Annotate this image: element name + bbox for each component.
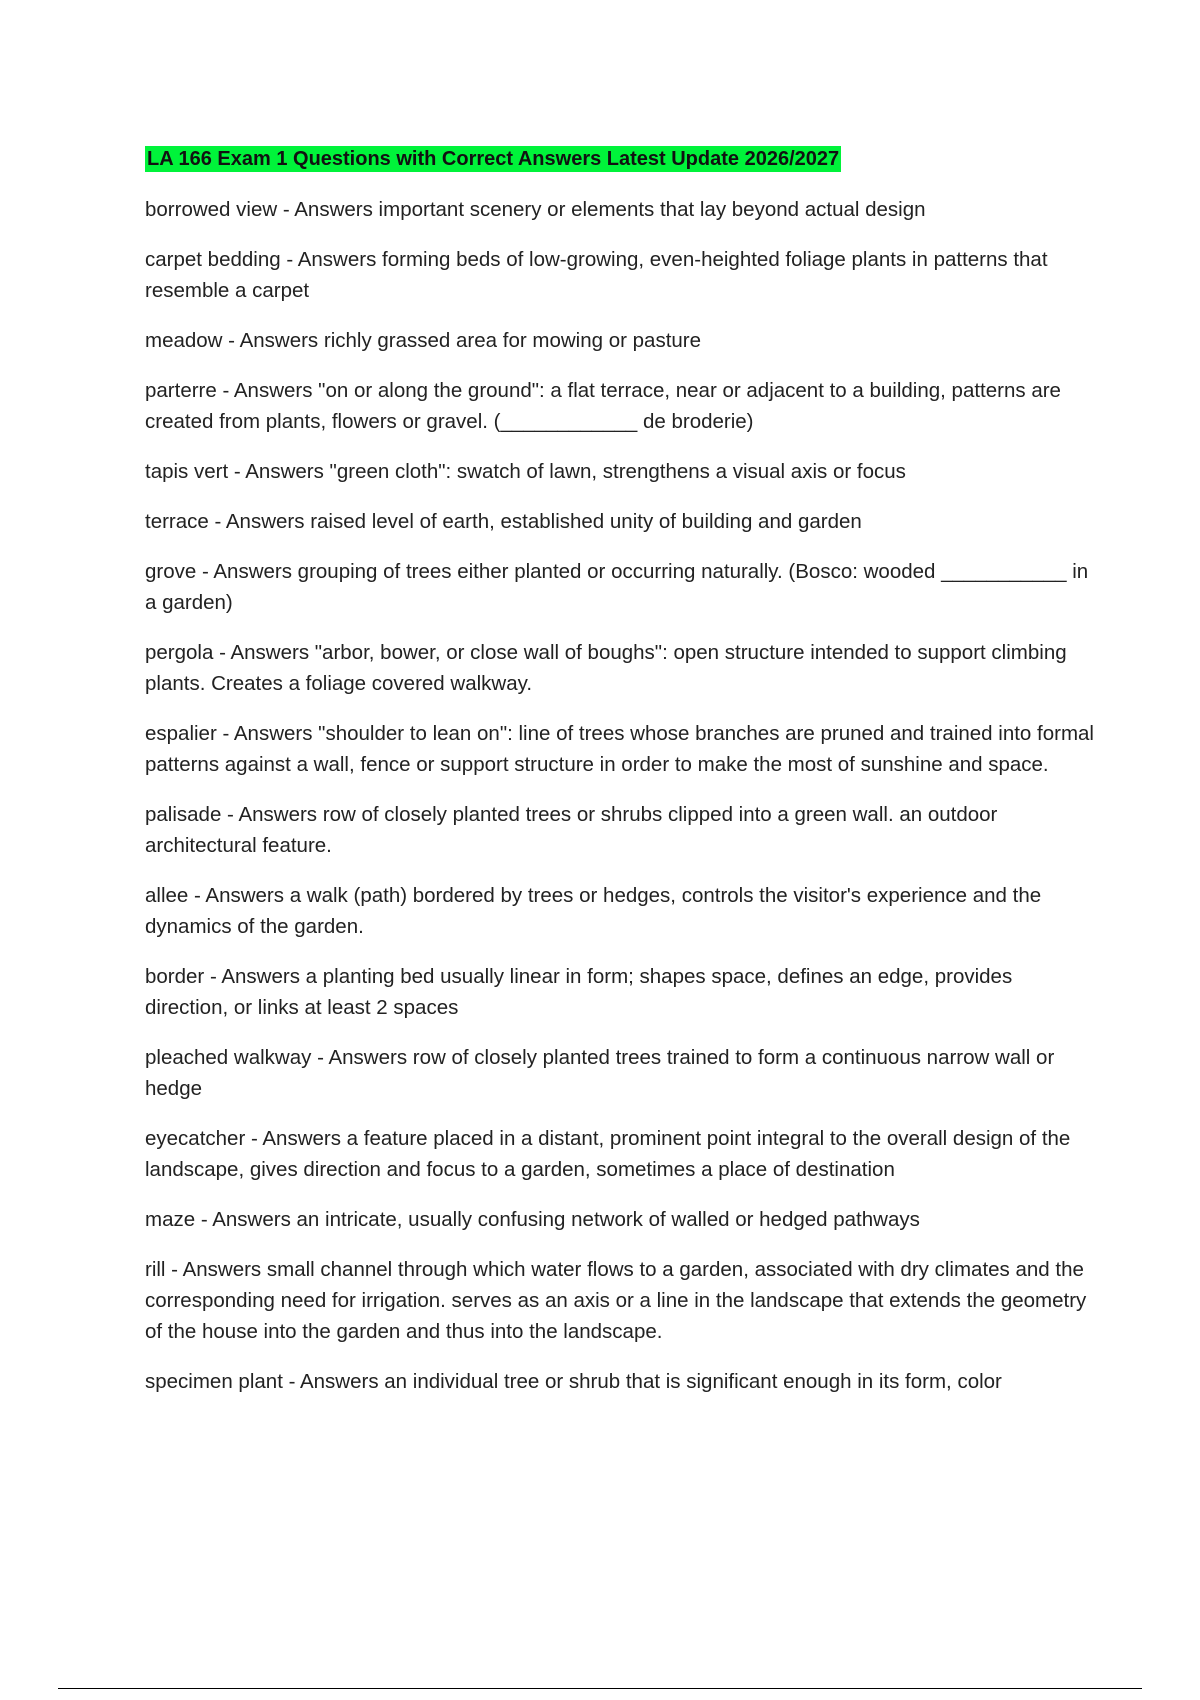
glossary-entry: carpet bedding - Answers forming beds of low-growing, even-heighted foliage plants in patterns that resemble a carpet — [145, 248, 1048, 302]
glossary-entry: parterre - Answers "on or along the ground": a flat terrace, near or adjacent to a building, patterns are created from plants, flowers or gravel. (____________ de broderie) — [145, 379, 1061, 433]
glossary-entry: grove - Answers grouping of trees either planted or occurring naturally. (Bosco: wooded ___________ in a garden) — [145, 560, 1089, 614]
glossary-entry: pleached walkway - Answers row of closely planted trees trained to form a continuous narrow wall or hedge — [145, 1046, 1055, 1100]
glossary-entry: palisade - Answers row of closely planted trees or shrubs clipped into a green wall. an outdoor architectural feature. — [145, 803, 998, 857]
glossary-entry: pergola - Answers "arbor, bower, or close wall of boughs": open structure intended to support climbing plants. Creates a foliage covered walkway. — [145, 641, 1067, 695]
glossary-entry: tapis vert - Answers "green cloth": swatch of lawn, strengthens a visual axis or focus — [145, 460, 906, 483]
glossary-entry: border - Answers a planting bed usually linear in form; shapes space, defines an edge, provides direction, or links at least 2 spaces — [145, 965, 1013, 1019]
glossary-entry: espalier - Answers "shoulder to lean on": line of trees whose branches are pruned and trained into formal patterns against a wall, fence or support structure in order to make the most of sunshine and space. — [145, 722, 1094, 776]
glossary-entry: eyecatcher - Answers a feature placed in a distant, prominent point integral to the overall design of the landscape, gives direction and focus to a garden, sometimes a place of destination — [145, 1127, 1071, 1181]
glossary-entry: borrowed view - Answers important scenery or elements that lay beyond actual design — [145, 198, 926, 221]
page-bottom-divider — [58, 1688, 1142, 1689]
glossary-entry: maze - Answers an intricate, usually confusing network of walled or hedged pathways — [145, 1208, 920, 1231]
glossary-entry: terrace - Answers raised level of earth, established unity of building and garden — [145, 510, 862, 533]
glossary-entry: meadow - Answers richly grassed area for mowing or pasture — [145, 329, 702, 352]
glossary-entry: specimen plant - Answers an individual tree or shrub that is significant enough in its form, color — [145, 1370, 1002, 1393]
glossary-entry: rill - Answers small channel through which water flows to a garden, associated with dry climates and the corresponding need for irrigation. serves as an axis or a line in the landscape that extends the geometry of the house into the garden and thus into the landscape. — [145, 1258, 1087, 1343]
document-title: LA 166 Exam 1 Questions with Correct Answers Latest Update 2026/2027 — [147, 148, 840, 170]
glossary-entry: allee - Answers a walk (path) bordered by trees or hedges, controls the visitor's experience and the dynamics of the garden. — [145, 884, 1042, 938]
glossary-list — [145, 194, 1095, 1416]
